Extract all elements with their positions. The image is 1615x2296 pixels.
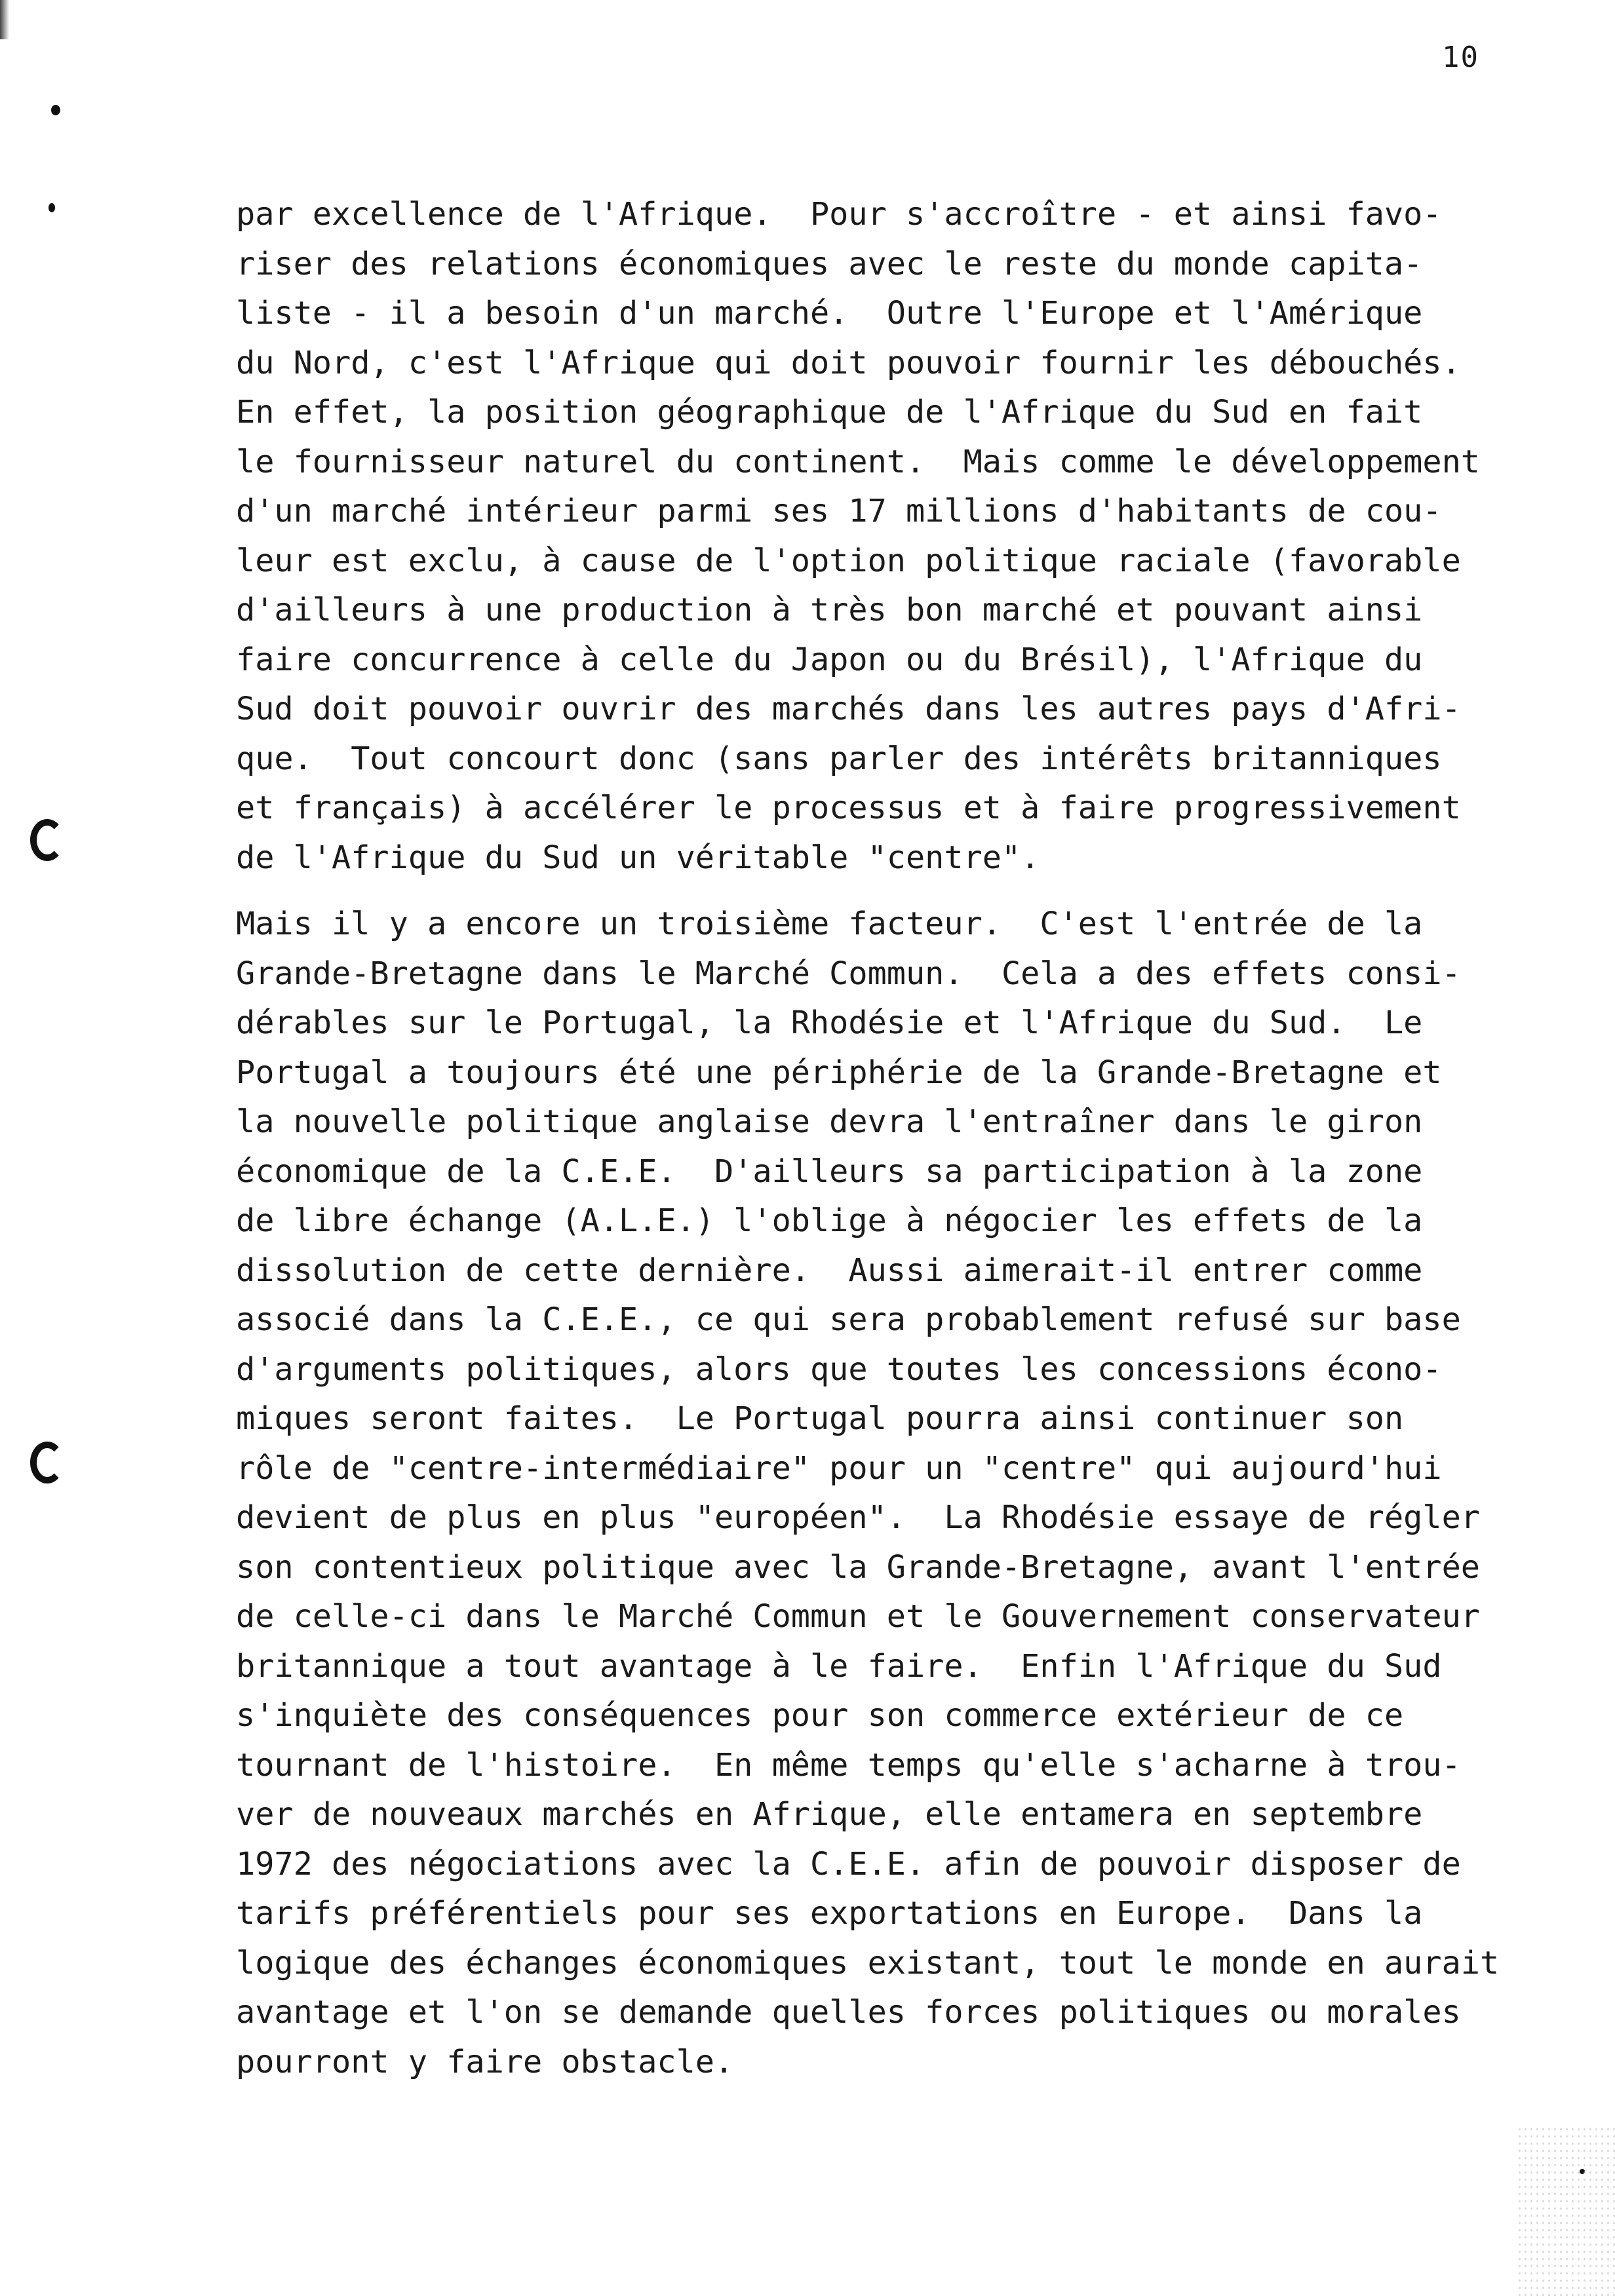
- text-line: de libre échange (A.L.E.) l'oblige à négocier les effets de la: [236, 1202, 1423, 1239]
- text-line: riser des relations économiques avec le reste du monde capita-: [236, 245, 1423, 282]
- scan-speckle-noise: [1517, 2126, 1615, 2296]
- punch-hole-upper: [30, 819, 64, 861]
- paragraph-1: [236, 190, 1612, 883]
- punch-hole-lower: [30, 1442, 64, 1483]
- text-line: 1972 des négociations avec la C.E.E. afin de pouvoir disposer de: [236, 1845, 1461, 1883]
- text-line: d'un marché intérieur parmi ses 17 millions d'habitants de cou-: [236, 493, 1442, 529]
- text-line: tournant de l'histoire. En même temps qu'elle s'acharne à trou-: [236, 1746, 1461, 1784]
- text-line: faire concurrence à celle du Japon ou du Brésil), l'Afrique du: [236, 641, 1423, 678]
- text-line: logique des échanges économiques existant, tout le monde en aurait: [236, 1944, 1500, 1981]
- text-line: d'arguments politiques, alors que toutes les concessions écono-: [236, 1350, 1442, 1388]
- text-line: d'ailleurs à une production à très bon marché et pouvant ainsi: [236, 592, 1423, 628]
- text-line: de l'Afrique du Sud un véritable "centre".: [236, 839, 1040, 876]
- text-line: devient de plus en plus "européen". La Rhodésie essaye de régler: [236, 1499, 1480, 1536]
- text-line: s'inquiète des conséquences pour son commerce extérieur de ce: [236, 1697, 1404, 1734]
- text-line: que. Tout concourt donc (sans parler des intérêts britanniques: [236, 740, 1442, 777]
- text-line: ver de nouveaux marchés en Afrique, elle entamera en septembre: [236, 1796, 1423, 1833]
- text-line: pourront y faire obstacle.: [236, 2043, 734, 2080]
- text-line: En effet, la position géographique de l'Afrique du Sud en fait: [236, 394, 1423, 430]
- text-line: et français) à accélérer le processus et à faire progressivement: [236, 790, 1461, 826]
- scan-corner-shadow: [0, 0, 9, 39]
- text-line: son contentieux politique avec la Grande-Bretagne, avant l'entrée: [236, 1548, 1480, 1586]
- text-line: Portugal a toujours été une périphérie de la Grande-Bretagne et: [236, 1054, 1442, 1091]
- text-line: de celle-ci dans le Marché Commun et le Gouvernement conservateur: [236, 1598, 1480, 1635]
- text-line: associé dans la C.E.E., ce qui sera probablement refusé sur base: [236, 1301, 1461, 1338]
- text-line: rôle de "centre-intermédiaire" pour un "centre" qui aujourd'hui: [236, 1449, 1442, 1487]
- text-line: du Nord, c'est l'Afrique qui doit pouvoir fournir les débouchés.: [236, 344, 1461, 381]
- text-line: dérables sur le Portugal, la Rhodésie et l'Afrique du Sud. Le: [236, 1004, 1423, 1041]
- text-line: Mais il y a encore un troisième facteur. C'est l'entrée de la: [236, 906, 1423, 942]
- text-line: britannique a tout avantage à le faire. Enfin l'Afrique du Sud: [236, 1647, 1442, 1685]
- edge-dot-mark: [51, 105, 60, 115]
- text-line: leur est exclu, à cause de l'option politique raciale (favorable: [236, 542, 1461, 579]
- text-line: liste - il a besoin d'un marché. Outre l'Europe et l'Amérique: [236, 295, 1423, 332]
- text-line: dissolution de cette dernière. Aussi aimerait-il entrer comme: [236, 1252, 1423, 1289]
- text-line: miques seront faites. Le Portugal pourra ainsi continuer son: [236, 1400, 1404, 1437]
- page-number: 10: [1442, 41, 1479, 74]
- text-line: le fournisseur naturel du continent. Mais comme le développement: [236, 443, 1480, 480]
- text-line: Sud doit pouvoir ouvrir des marchés dans les autres pays d'Afri-: [236, 691, 1461, 727]
- text-line: la nouvelle politique anglaise devra l'entraîner dans le giron: [236, 1103, 1423, 1140]
- text-line: avantage et l'on se demande quelles forces politiques ou morales: [236, 1994, 1461, 2031]
- text-line: tarifs préférentiels pour ses exportations en Europe. Dans la: [236, 1895, 1423, 1932]
- edge-dot-mark: [49, 203, 55, 212]
- paragraph-2: [236, 900, 1612, 2087]
- text-line: économique de la C.E.E. D'ailleurs sa participation à la zone: [236, 1153, 1423, 1190]
- text-line: par excellence de l'Afrique. Pour s'accroître - et ainsi favo-: [236, 196, 1442, 233]
- text-line: Grande-Bretagne dans le Marché Commun. Cela a des effets consi-: [236, 955, 1461, 992]
